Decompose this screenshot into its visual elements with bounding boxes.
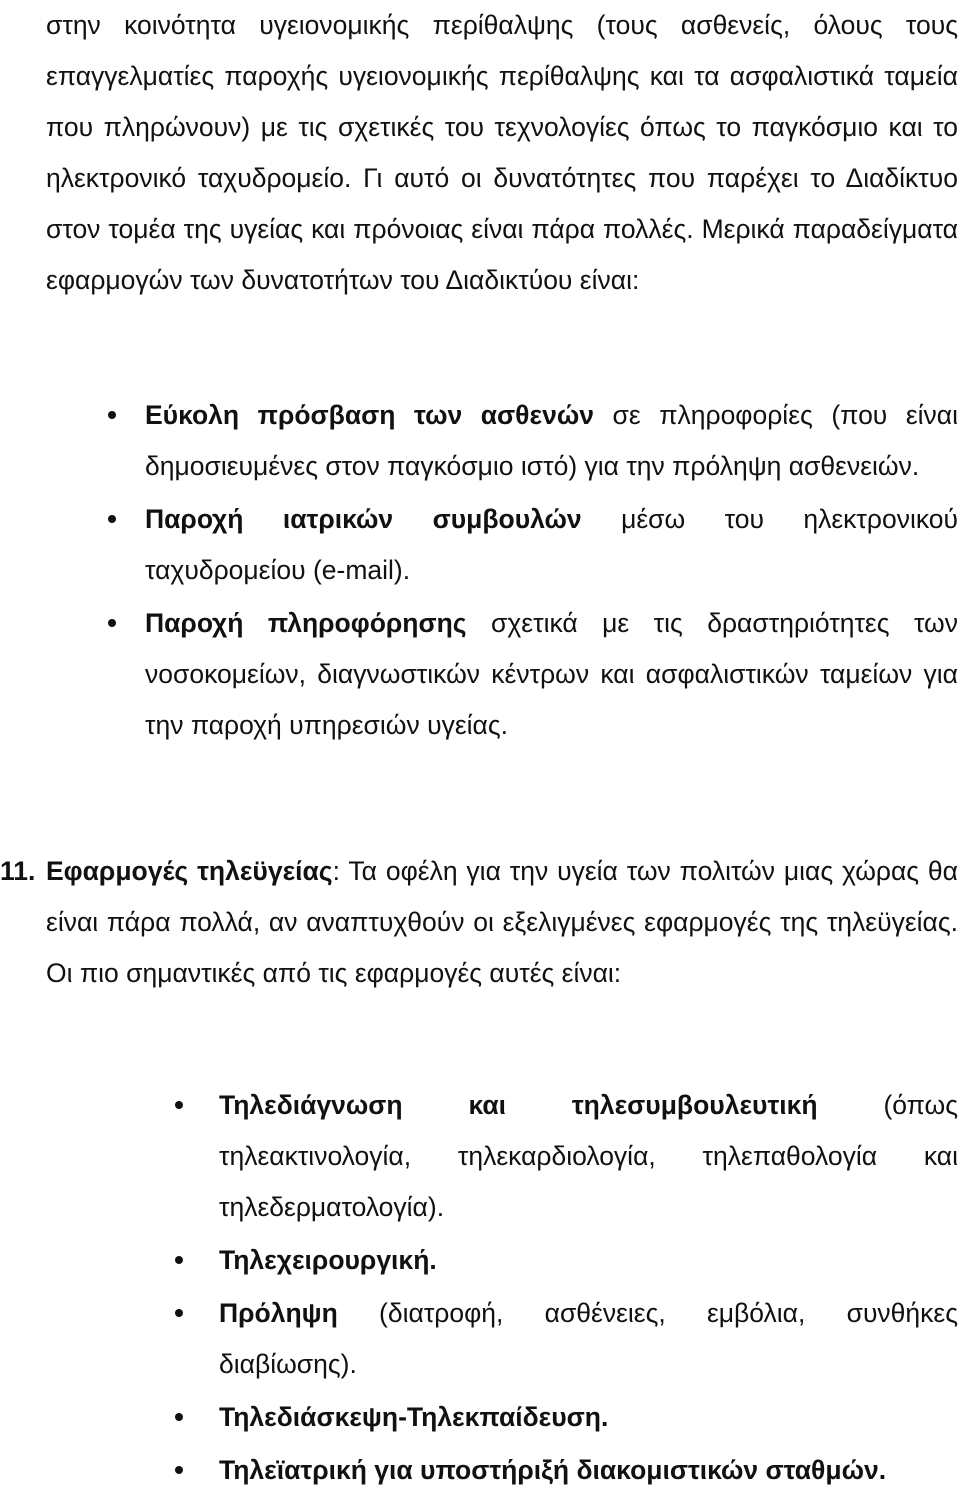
telehealth-apps-list	[219, 1080, 958, 1498]
item-bold-text: Τηλεδιάσκεψη-Τηλεκπαίδευση.	[219, 1402, 609, 1432]
list-item	[219, 1235, 958, 1286]
item-bold-text: Τηλεδιάγνωση και τηλεσυμβουλευτική	[219, 1090, 818, 1120]
item-bold-text: Παροχή πληροφόρησης	[145, 608, 467, 638]
list-item	[145, 390, 958, 492]
item-bold-text: Εύκολη πρόσβαση των ασθενών	[145, 400, 594, 430]
list-item	[219, 1392, 958, 1443]
list-item	[219, 1288, 958, 1390]
item-text: σε πληροφορίες (που είναι δημοσιευμένες στον παγκόσμιο ιστό) για την πρόληψη ασθενειών.	[145, 400, 959, 481]
list-item	[219, 1445, 958, 1496]
section-paragraph	[0, 846, 958, 999]
item-bold-text: Τηλεϊατρική για υποστήριξή διακομιστικών σταθμών.	[219, 1455, 887, 1485]
list-item	[145, 494, 958, 596]
list-item	[145, 598, 958, 751]
internet-examples-list	[145, 390, 958, 753]
intro-paragraph: στην κοινότητα υγειονομικής περίθαλψης (τους ασθενείς, όλους τους επαγγελματίες παροχής υγειονομικής περίθαλψης και τα ασφαλιστικά ταμεία που πληρώνουν) με τις σχετικές του τεχνολογίες όπως το παγκόσμιο και το ηλεκτρονικό ταχυδρομείο. Γι αυτό οι δυνατότητες που παρέχει το Διαδίκτυο στον τομέα της υγείας και πρόνοιας είναι πάρα πολλές. Μερικά παραδείγματα εφαρμογών των δυνατοτήτων του Διαδικτύου είναι:	[46, 10, 958, 295]
item-bold-text: Πρόληψη	[219, 1298, 338, 1328]
item-text: σχετικά με τις δραστηριότητες των νοσοκομείων, διαγνωστικών κέντρων και ασφαλιστικών ταμείων για την παροχή υπηρεσιών υγείας.	[145, 608, 958, 740]
item-bold-text: Παροχή ιατρικών συμβουλών	[145, 504, 582, 534]
list-item	[219, 1080, 958, 1233]
item-text: μέσω του ηλεκτρονικού ταχυδρομείου (e-mail).	[145, 504, 958, 585]
item-bold-text: Τηλεχειρουργική.	[219, 1245, 437, 1275]
item-text: (διατροφή, ασθένειες, εμβόλια, συνθήκες διαβίωσης).	[219, 1298, 958, 1379]
section-colon: :	[332, 856, 340, 886]
section-heading: Εφαρμογές τηλεϋγείας	[46, 856, 333, 886]
section-text: Τα οφέλη για την υγεία των πολιτών μιας χώρας θα είναι πάρα πολλά, αν αναπτυχθούν οι εξελιγμένες εφαρμογές της τηλεϋγείας. Οι πιο σημαντικές από τις εφαρμογές αυτές είναι:	[46, 856, 958, 988]
section-number: 11.	[0, 856, 36, 886]
item-text: (όπως τηλεακτινολογία, τηλεκαρδιολογία, τηλεπαθολογία και τηλεδερματολογία).	[219, 1090, 958, 1222]
